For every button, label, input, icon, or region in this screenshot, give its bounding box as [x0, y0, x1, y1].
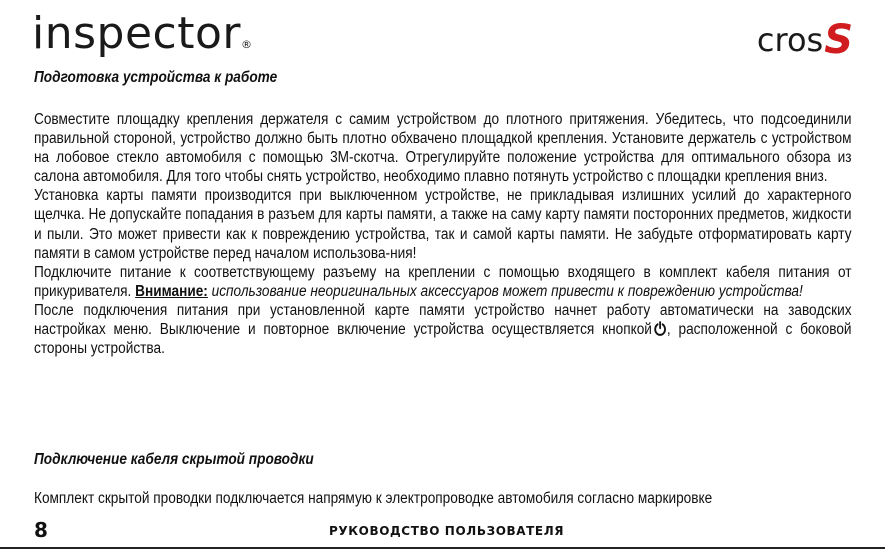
autostart-text-end: , расположенной с боковой стороны устройства.: [34, 321, 852, 358]
paragraph-memory-card: Установка карты памяти производится при выключенном устройстве, не прикладывая излишних усилий до характерного щелчка. Не допускайте попадания в разъем для карты памяти, а также на саму карту памяти посторонних предметов, жидкости и пыли. Это может привести как к повреждению устройства, так и самой карты памяти. Не забудьте отформатировать карту памяти в самом устройстве перед началом использова-ния!: [34, 187, 852, 262]
warning-label: Внимание:: [135, 282, 208, 300]
page-number: 8: [34, 518, 48, 542]
paragraph-power: [34, 263, 852, 301]
section-heading-preparation: Подготовка устройства к работе: [34, 69, 278, 86]
logo: [32, 8, 253, 59]
brand-logo: [756, 17, 853, 63]
footer-divider: [0, 547, 885, 549]
power-icon: [654, 321, 667, 336]
brand-s-mark: S: [824, 17, 853, 63]
footer-title: РУКОВОДСТВО ПОЛЬЗОВАТЕЛЯ: [329, 524, 565, 538]
section-heading-hidden-wiring: Подключение кабеля скрытой проводки: [34, 451, 314, 468]
paragraph-autostart: [34, 301, 852, 358]
autostart-text: После подключения питания при установленной карте памяти устройство начнет работу автоматически на заводских настройках меню. Выключение и повторное включение устройства осуществляется кнопкой: [34, 301, 852, 339]
paragraph-mounting: Совместите площадку крепления держателя с самим устройством до плотного притяжения. Убедитесь, что подсоединили правильной стороной, устройство должно быть плотно обхвачено площадкой крепления. Установите держатель с устройством на лобовое стекло автомобиля с помощью 3М-скотча. Отрегулируйте положение устройства для оптимального обзора из салона автомобиля. Для того чтобы снять устройство, необходимо плавно потянуть устройство с площадки крепления вниз.: [34, 111, 852, 186]
warning-text: использование неоригинальных аксессуаров может привести к повреждению устройства!: [211, 282, 803, 300]
power-text: Подключите питание к соответствующему разъему на креплении с помощью входящего в комплект кабеля питания от прикуривателя.: [34, 263, 852, 300]
section-body-preparation: [34, 110, 852, 358]
logo-text: inspector: [32, 8, 241, 59]
section-body-hidden-wiring: [34, 489, 852, 508]
brand-text: cros: [756, 21, 824, 59]
logo-registered-mark: ®: [241, 38, 253, 51]
paragraph-hidden-wiring: Комплект скрытой проводки подключается напрямую к электропроводке автомобиля согласно маркировке: [34, 490, 713, 507]
